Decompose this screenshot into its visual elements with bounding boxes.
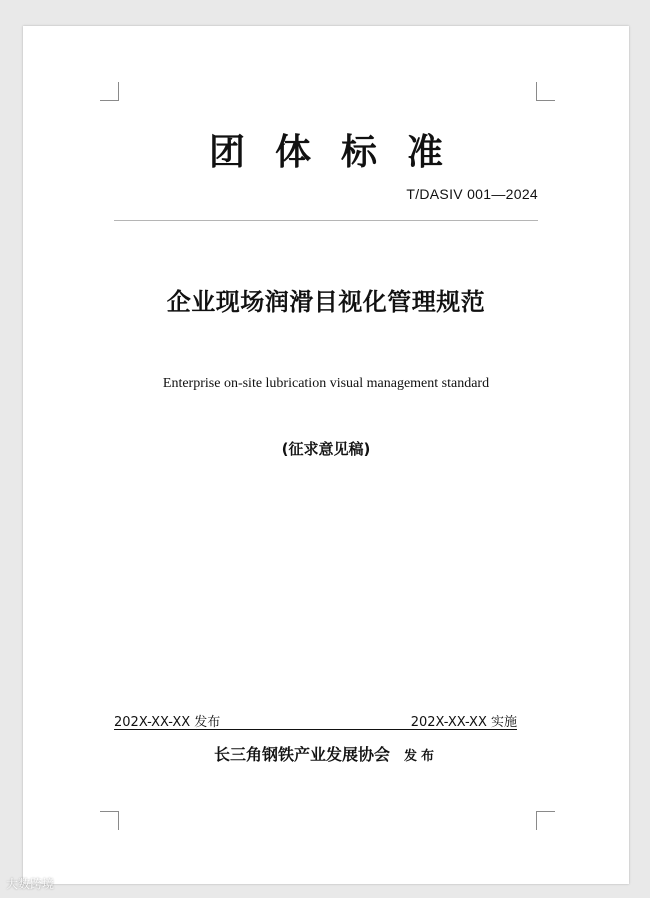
crop-mark-top-left	[100, 82, 119, 101]
publish-date: 202X-XX-XX 发布	[114, 715, 221, 730]
draft-label: (征求意见稿)	[281, 440, 371, 458]
effective-date: 202X-XX-XX 实施	[410, 715, 517, 730]
publisher-name: 长三角钢铁产业发展协会	[213, 745, 390, 764]
document-page	[23, 26, 629, 884]
watermark: 大数跨境	[6, 877, 55, 891]
date-divider	[114, 729, 517, 730]
title-english: Enterprise on-site lubrication visual management standard	[162, 376, 490, 391]
standard-type-heading: 团体标准	[208, 132, 473, 173]
title-chinese: 企业现场润滑目视化管理规范	[166, 288, 486, 316]
standard-number: T/DASIV 001—2024	[406, 186, 538, 202]
crop-mark-bottom-left	[100, 811, 119, 830]
header-divider	[114, 220, 538, 221]
crop-mark-top-right	[536, 82, 555, 101]
crop-mark-bottom-right	[536, 811, 555, 830]
publisher-line	[23, 742, 629, 765]
publisher-suffix: 发布	[404, 749, 439, 764]
